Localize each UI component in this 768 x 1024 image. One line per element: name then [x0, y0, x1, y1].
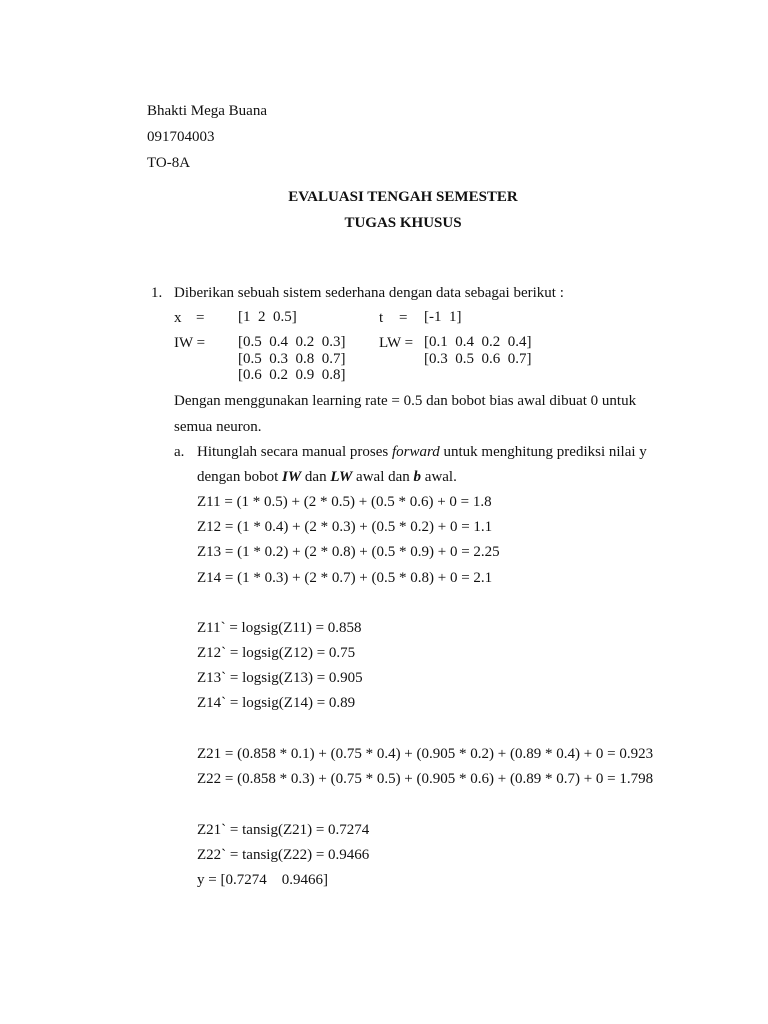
iw-row-1: [0.5 0.4 0.2 0.3] — [238, 334, 346, 350]
iw-label: IW = — [174, 335, 206, 351]
description-line-1: Dengan menggunakan learning rate = 0.5 dan bobot bias awal dibuat 0 untuk — [174, 393, 637, 409]
question-intro: Diberikan sebuah sistem sederhana dengan data sebagai berikut : — [174, 285, 564, 301]
t-equals: = — [399, 310, 408, 326]
iw-term: IW — [281, 469, 302, 485]
lw-label: LW = — [379, 335, 414, 351]
x-equals: = — [196, 310, 205, 326]
equation-z11: Z11 = (1 * 0.5) + (2 * 0.5) + (0.5 * 0.6) + 0 = 1.8 — [197, 494, 492, 510]
equation-z14: Z14 = (1 * 0.3) + (2 * 0.7) + (0.5 * 0.8) + 0 = 2.1 — [197, 570, 493, 586]
student-name: Bhakti Mega Buana — [147, 103, 267, 119]
document-title: EVALUASI TENGAH SEMESTER — [288, 189, 518, 205]
b-term: b — [413, 469, 422, 485]
part-a-line-1: Hitunglah secara manual proses forward untuk menghitung prediksi nilai y — [197, 444, 647, 460]
activation-z12: Z12` = logsig(Z12) = 0.75 — [197, 645, 356, 661]
activation-z22: Z22` = tansig(Z22) = 0.9466 — [197, 847, 370, 863]
part-a-line-2: dengan bobot IW dan LW awal dan b awal. — [197, 469, 457, 485]
equation-z22: Z22 = (0.858 * 0.3) + (0.75 * 0.5) + (0.905 * 0.6) + (0.89 * 0.7) + 0 = 1.798 — [197, 771, 654, 787]
t-value: [-1 1] — [424, 309, 462, 325]
forward-term: forward — [391, 444, 440, 460]
student-id: 091704003 — [147, 129, 215, 145]
output-y: y = [0.7274 0.9466] — [197, 872, 328, 888]
description-line-2: semua neuron. — [174, 419, 262, 435]
lw-row-2: [0.3 0.5 0.6 0.7] — [424, 350, 532, 367]
student-class: TO-8A — [147, 155, 191, 171]
equation-z21: Z21 = (0.858 * 0.1) + (0.75 * 0.4) + (0.905 * 0.2) + (0.89 * 0.4) + 0 = 0.923 — [197, 746, 654, 762]
lw-term: LW — [330, 469, 353, 485]
x-label: x — [174, 310, 182, 326]
document-subtitle: TUGAS KHUSUS — [344, 215, 462, 231]
iw-row-2: [0.5 0.3 0.8 0.7] — [238, 350, 346, 367]
iw-row-3: [0.6 0.2 0.9 0.8] — [238, 367, 346, 383]
t-label: t — [379, 310, 384, 326]
part-a-letter: a. — [174, 444, 185, 460]
activation-z11: Z11` = logsig(Z11) = 0.858 — [197, 620, 362, 636]
equation-z12: Z12 = (1 * 0.4) + (2 * 0.3) + (0.5 * 0.2) + 0 = 1.1 — [197, 519, 493, 535]
x-value: [1 2 0.5] — [238, 309, 297, 325]
activation-z14: Z14` = logsig(Z14) = 0.89 — [197, 695, 356, 711]
equation-z13: Z13 = (1 * 0.2) + (2 * 0.8) + (0.5 * 0.9) + 0 = 2.25 — [197, 544, 500, 560]
activation-z13: Z13` = logsig(Z13) = 0.905 — [197, 670, 363, 686]
activation-z21: Z21` = tansig(Z21) = 0.7274 — [197, 822, 370, 838]
lw-row-1: [0.1 0.4 0.2 0.4] — [424, 334, 532, 350]
question-number: 1. — [151, 285, 163, 301]
